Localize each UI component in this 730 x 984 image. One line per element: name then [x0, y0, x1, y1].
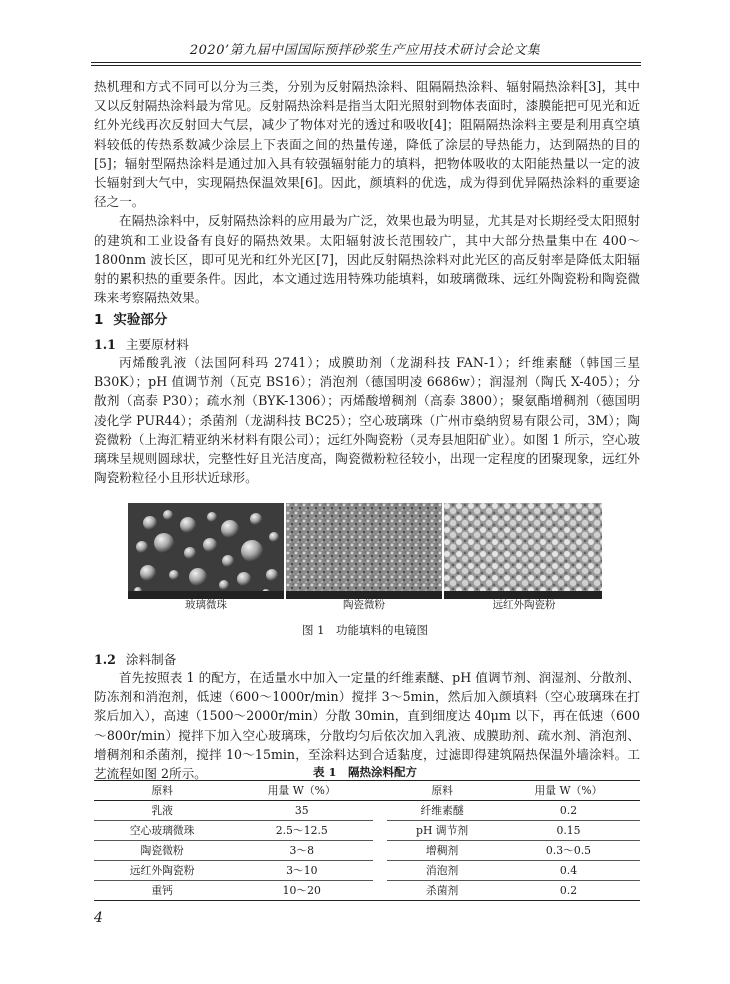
subsection-title: 涂料制备: [125, 652, 177, 667]
table-cell: 陶瓷微粉: [94, 841, 230, 861]
table-cell: 空心玻璃微珠: [94, 821, 230, 841]
panel-label-1: 玻璃微珠: [185, 599, 227, 611]
table-cell: 3～8: [230, 841, 373, 861]
column-header: 原料: [387, 781, 497, 801]
table-cell: 3～10: [230, 861, 373, 881]
table-header-row: [94, 781, 640, 801]
formula-table: [94, 780, 640, 901]
subsection-number: 1.2: [94, 652, 116, 667]
table-cell: 0.3～0.5: [497, 841, 640, 861]
sem-figure: [128, 503, 602, 599]
table-cell: 乳液: [94, 801, 230, 821]
column-header: 原料: [94, 781, 230, 801]
subsection-heading-1-1: [94, 334, 189, 353]
materials-paragraph: 丙烯酸乳液（法国阿科玛 2741）；成膜助剂（龙湖科技 FAN-1）；纤维素醚（韩国三星 B30K）；pH 值调节剂（瓦克 BS16）；消泡剂（德国明凌 6686w）；润湿剂（陶氏 X-405）；分散剂（高泰 P30）；疏水剂（BYK-1306）；丙烯酸增稠剂（高泰 3800）；聚氨酯增稠剂（德国明凌化学 PUR44）；杀菌剂（龙湖科技 BC25）；空心玻璃珠（广州市燊纳贸易有限公司，3M）；陶瓷微粉（上海汇精亚纳米材料有限公司）；远红外陶瓷粉（灵寿县旭阳矿业）。如图 1 所示，空心玻璃珠呈规则圆球状，完整性好且光洁度高，陶瓷微粉粒径较小，出现一定程度的团聚现象，远红外陶瓷粉粒径小且形状近球形。: [94, 355, 640, 486]
subsection-number: 1.1: [94, 337, 116, 352]
sem-image-glass-microspheres: [128, 503, 284, 599]
section-title: 实验部分: [113, 312, 168, 328]
table-row: [94, 881, 640, 901]
subsection-title: 主要原材料: [125, 337, 189, 352]
section-number: 1: [94, 312, 104, 328]
table-cell: 纤维素醚: [387, 801, 497, 821]
preparation-paragraph: 首先按照表 1 的配方，在适量水中加入一定量的纤维素醚、pH 值调节剂、润湿剂、分散剂、防冻剂和消泡剂，低速（600～1000r/min）搅拌 3～5min，然后加入颜填料（空心玻璃珠在打浆后加入），高速（1500～2000r/min）分散 30min，直到细度达 40μm 以下，再在低速（600～800r/min）搅拌下加入空心玻璃珠，分散均匀后依次加入乳液、成膜助剂、疏水剂、消泡剂、增稠剂和杀菌剂，搅拌 10～15min，至涂料达到合适黏度，过滤即得建筑隔热保温外墙涂料。工艺流程如图 2所示。: [94, 670, 640, 782]
column-header: 用量 W（%）: [497, 781, 640, 801]
table-row: [94, 861, 640, 881]
table-cell: 0.4: [497, 861, 640, 881]
table-row: [94, 841, 640, 861]
table-cell: 2.5～12.5: [230, 821, 373, 841]
subsection-heading-1-2: [94, 649, 176, 668]
table-cell: 远红外陶瓷粉: [94, 861, 230, 881]
section-heading: [94, 308, 167, 328]
column-header: 用量 W（%）: [230, 781, 373, 801]
table-cell: 0.2: [497, 881, 640, 901]
materials-text: [94, 353, 640, 487]
table-row: [94, 801, 640, 821]
header-rule-thick: [91, 62, 641, 63]
panel-label-3: 远红外陶瓷粉: [492, 599, 556, 611]
table-row: [94, 821, 640, 841]
table-cell: 重钙: [94, 881, 230, 901]
table-cell: pH 调节剂: [387, 821, 497, 841]
table-cell: 消泡剂: [387, 861, 497, 881]
header-rule-thin: [91, 65, 641, 66]
panel-label-2: 陶瓷微粉: [343, 599, 385, 611]
figure-caption: 图 1 功能填料的电镜图: [302, 623, 428, 637]
table-title: 表 1 隔热涂料配方: [312, 765, 417, 779]
intro-text: [94, 77, 640, 307]
page-number: 4: [94, 910, 103, 926]
table-cell: 0.15: [497, 821, 640, 841]
sem-image-ceramic-powder: [286, 503, 442, 599]
intro-paragraph-1: 热机理和方式不同可以分为三类，分别为反射隔热涂料、阻隔隔热涂料、辐射隔热涂料[3]，其中又以反射隔热涂料最为常见。反射隔热涂料是指当太阳光照射到物体表面时，漆膜能把可见光和近红外光线再次反射回大气层，减少了物体对光的透过和吸收[4]；阻隔隔热涂料主要是利用真空填料较低的传热系数减少涂层上下表面之间的热量传递，降低了涂层的导热能力，达到隔热的目的[5]；辐射型隔热涂料是通过加入具有较强辐射能力的填料，把物体吸收的太阳能热量以一定的波长辐射到大气中，实现隔热保温效果[6]。因此，颜填料的优选，成为得到优异隔热涂料的重要途径之一。: [94, 79, 640, 210]
table-cell: 10～20: [230, 881, 373, 901]
intro-paragraph-2: 在隔热涂料中，反射隔热涂料的应用最为广泛，效果也最为明显，尤其是对长期经受太阳照射的建筑和工业设备有良好的隔热效果。太阳辐射波长范围较广，其中大部分热量集中在 400～1800nm 波长区，即可见光和红外光区[7]，因此反射隔热涂料对此光区的高反射率是降低太阳辐射的累积热的重要条件。因此，本文通过选用特殊功能填料，如玻璃微珠、远红外陶瓷粉和陶瓷微珠来考察隔热效果。: [94, 213, 640, 306]
sem-image-far-infrared-ceramic: [444, 503, 602, 599]
table-cell: 0.2: [497, 801, 640, 821]
table-cell: 增稠剂: [387, 841, 497, 861]
table-cell: 35: [230, 801, 373, 821]
running-title: 2020’第九届中国国际预拌砂浆生产应用技术研讨会论文集: [189, 43, 541, 58]
table-cell: 杀菌剂: [387, 881, 497, 901]
